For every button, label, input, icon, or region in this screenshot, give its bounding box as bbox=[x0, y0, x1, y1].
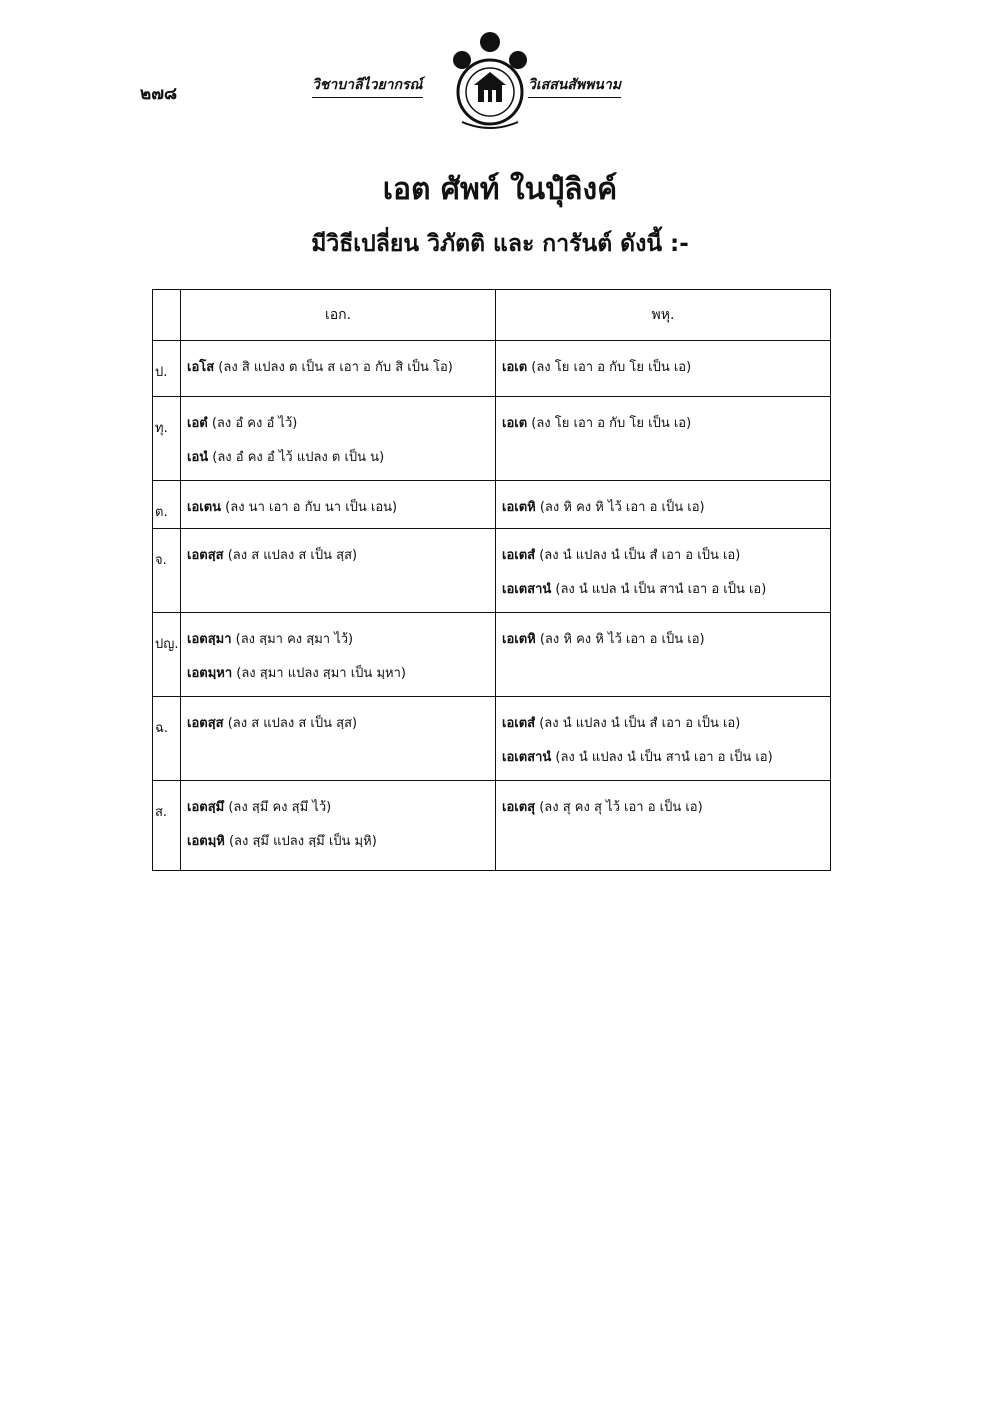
word-form: เอเตสํ bbox=[502, 548, 536, 563]
rule-note: (ลง สฺมึ แปลง สฺมึ เป็น มฺหิ) bbox=[224, 834, 377, 849]
table-row bbox=[153, 529, 831, 613]
rule-note: (ลง โย เอา อ กับ โย เป็น เอ) bbox=[527, 360, 692, 375]
word-form: เอนํ bbox=[187, 450, 209, 465]
plural-form-line bbox=[502, 707, 824, 741]
word-form: เอเตน bbox=[187, 500, 222, 515]
plural-cell bbox=[496, 697, 831, 781]
word-form: เอเตสุ bbox=[502, 800, 536, 815]
singular-cell bbox=[181, 613, 496, 697]
emblem-icon bbox=[440, 30, 540, 135]
singular-form-line bbox=[187, 351, 489, 385]
case-label: ส. bbox=[153, 781, 181, 871]
plural-form-line bbox=[502, 791, 824, 825]
word-form: เอเตหิ bbox=[502, 500, 536, 515]
page-subtitle: มีวิธีเปลี่ยน วิภัตติ และ การันต์ ดังนี้ :- bbox=[311, 231, 689, 257]
table-header-row bbox=[153, 290, 831, 341]
plural-form-line bbox=[502, 407, 824, 441]
word-form: เอเตสานํ bbox=[502, 582, 552, 597]
table-row bbox=[153, 397, 831, 481]
case-label: ปญ. bbox=[153, 613, 181, 697]
rule-note: (ลง นา เอา อ กับ นา เป็น เอน) bbox=[221, 500, 398, 515]
singular-form-line bbox=[187, 791, 489, 825]
word-form: เอตสฺส bbox=[187, 716, 224, 731]
rule-note: (ลง ส แปลง ส เป็น สฺส) bbox=[223, 548, 358, 563]
word-form: เอเต bbox=[502, 360, 528, 375]
case-label: ทุ. bbox=[153, 397, 181, 481]
singular-form-line bbox=[187, 825, 489, 859]
singular-form-line bbox=[187, 707, 489, 741]
word-form: เอตสฺส bbox=[187, 548, 224, 563]
table-row bbox=[153, 341, 831, 397]
singular-cell bbox=[181, 397, 496, 481]
table-row bbox=[153, 697, 831, 781]
word-form: เอเตสานํ bbox=[502, 750, 552, 765]
singular-cell bbox=[181, 781, 496, 871]
declension-table bbox=[152, 289, 831, 871]
rule-note: (ลง อํ คง อํ ไว้) bbox=[207, 416, 298, 431]
plural-cell bbox=[496, 613, 831, 697]
rule-note: (ลง โย เอา อ กับ โย เป็น เอ) bbox=[527, 416, 692, 431]
singular-cell bbox=[181, 529, 496, 613]
plural-form-line bbox=[502, 741, 824, 775]
singular-cell bbox=[181, 481, 496, 529]
plural-form-line bbox=[502, 351, 824, 385]
word-form: เอตํ bbox=[187, 416, 208, 431]
rule-note: (ลง นํ แปล นํ เป็น สานํ เอา อ เป็น เอ) bbox=[551, 582, 767, 597]
case-label: ฉ. bbox=[153, 697, 181, 781]
rule-note: (ลง สฺมา คง สฺมา ไว้) bbox=[231, 632, 354, 647]
table-row bbox=[153, 781, 831, 871]
singular-form-line bbox=[187, 407, 489, 441]
word-form: เอโส bbox=[187, 360, 215, 375]
plural-cell bbox=[496, 529, 831, 613]
rule-note: (ลง นํ แปลง นํ เป็น สํ เอา อ เป็น เอ) bbox=[535, 548, 741, 563]
case-label: ต. bbox=[153, 481, 181, 529]
running-header-right: วิเสสนสัพพนาม bbox=[528, 74, 621, 98]
header-singular: เอก. bbox=[181, 290, 496, 341]
plural-form-line bbox=[502, 573, 824, 607]
plural-form-line bbox=[502, 539, 824, 573]
singular-form-line bbox=[187, 441, 489, 475]
singular-cell bbox=[181, 697, 496, 781]
rule-note: (ลง นํ แปลง นํ เป็น สํ เอา อ เป็น เอ) bbox=[535, 716, 741, 731]
word-form: เอเตสํ bbox=[502, 716, 536, 731]
plural-form-line bbox=[502, 491, 824, 525]
singular-form-line bbox=[187, 657, 489, 691]
plural-form-line bbox=[502, 623, 824, 657]
word-form: เอตสฺมา bbox=[187, 632, 232, 647]
table-row bbox=[153, 613, 831, 697]
page-title: เอต ศัพท์ ในปุํลิงค์ bbox=[382, 172, 618, 207]
rule-note: (ลง นํ แปลง นํ เป็น สานํ เอา อ เป็น เอ) bbox=[551, 750, 773, 765]
plural-cell bbox=[496, 341, 831, 397]
case-label: จ. bbox=[153, 529, 181, 613]
word-form: เอตสฺมึ bbox=[187, 800, 225, 815]
singular-form-line bbox=[187, 539, 489, 573]
header-plural: พหุ. bbox=[496, 290, 831, 341]
rule-note: (ลง หิ คง หิ ไว้ เอา อ เป็น เอ) bbox=[535, 632, 705, 647]
rule-note: (ลง สฺมึ คง สฺมึ ไว้) bbox=[224, 800, 332, 815]
word-form: เอเตหิ bbox=[502, 632, 536, 647]
rule-note: (ลง สุ คง สุ ไว้ เอา อ เป็น เอ) bbox=[535, 800, 703, 815]
word-form: เอตมฺหา bbox=[187, 666, 233, 681]
singular-form-line bbox=[187, 491, 489, 525]
rule-note: (ลง อํ คง อํ ไว้ แปลง ต เป็น น) bbox=[208, 450, 385, 465]
running-header-left: วิชาบาลีไวยากรณ์ bbox=[312, 74, 423, 98]
word-form: เอตมฺหิ bbox=[187, 834, 225, 849]
rule-note: (ลง หิ คง หิ ไว้ เอา อ เป็น เอ) bbox=[535, 500, 705, 515]
plural-cell bbox=[496, 481, 831, 529]
table-row bbox=[153, 481, 831, 529]
singular-cell bbox=[181, 341, 496, 397]
rule-note: (ลง ส แปลง ส เป็น สฺส) bbox=[223, 716, 358, 731]
rule-note: (ลง สฺมา แปลง สฺมา เป็น มฺหา) bbox=[232, 666, 406, 681]
word-form: เอเต bbox=[502, 416, 528, 431]
case-label: ป. bbox=[153, 341, 181, 397]
page-number: ๒๗๘ bbox=[140, 84, 178, 104]
header-case-cell bbox=[153, 290, 181, 341]
singular-form-line bbox=[187, 623, 489, 657]
plural-cell bbox=[496, 781, 831, 871]
plural-cell bbox=[496, 397, 831, 481]
rule-note: (ลง สิ แปลง ต เป็น ส เอา อ กับ สิ เป็น โอ) bbox=[214, 360, 453, 375]
